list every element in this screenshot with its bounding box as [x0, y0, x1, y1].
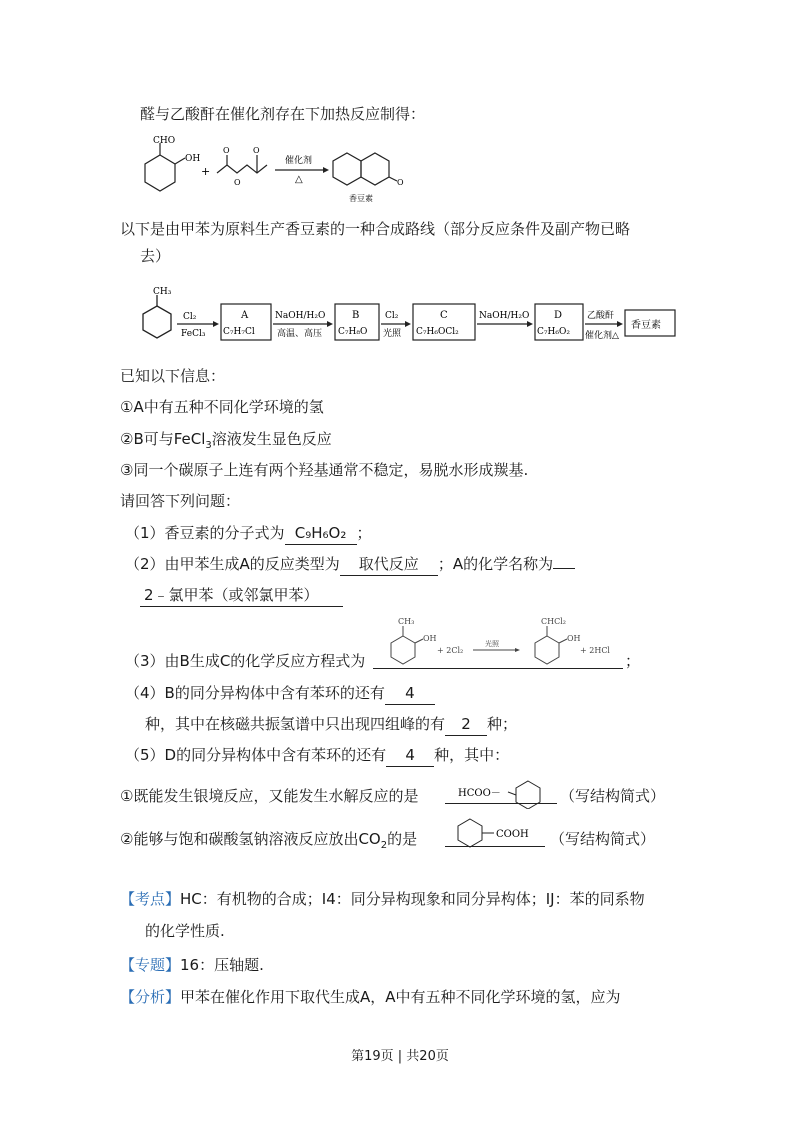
svg-text:+ 2Cl₂: + 2Cl₂ [437, 646, 464, 655]
answer-2-type: 取代反应 [340, 553, 438, 576]
question-5a: ①既能发生银境反应，又能发生水解反应的是 [120, 787, 419, 805]
svg-text:CH₃: CH₃ [398, 617, 415, 626]
step3-reagent: Cl₂ [385, 311, 399, 321]
svg-text:光照: 光照 [485, 640, 499, 648]
catalyst-label: 催化剂 [285, 156, 313, 166]
step4-reagent: NaOH/H₂O [479, 311, 530, 321]
question-1: （1）香豆素的分子式为 C₉H₆O₂ ； [125, 522, 372, 545]
coumarin-synthesis-scheme [135, 135, 405, 210]
intro-text: 醛与乙酸酐在催化剂存在下加热反应制得： [140, 105, 426, 123]
compound-c-formula: C₇H₆OCl₂ [416, 327, 459, 337]
info-3: ③同一个碳原子上连有两个羟基通常不稳定，易脱水形成羰基. [120, 461, 529, 479]
step3-condition: 光照 [383, 329, 402, 339]
step2-condition: 高温、高压 [277, 329, 323, 339]
q5b-note: （写结构简式） [550, 830, 656, 848]
question-2-line2 [140, 584, 343, 607]
step1-catalyst: FeCl₃ [181, 329, 206, 339]
question-4: （4）B的同分异构体中含有苯环的还有 4 [125, 682, 435, 705]
final-product-label: 香豆素 [631, 320, 661, 331]
toluene-ch3: CH₃ [153, 287, 172, 297]
route-intro-line2: 去） [140, 247, 171, 265]
svg-text:O: O [234, 178, 241, 187]
answer-4b: 2 [445, 713, 487, 736]
zhuanti: 【专题】16：压轴题. [120, 956, 264, 974]
fenxi-tag: 【分析】 [120, 988, 181, 1006]
question-3: （3）由B生成C的化学反应方程式为 [125, 652, 366, 670]
svg-text:COOH: COOH [496, 829, 529, 840]
answer-4a: 4 [385, 682, 435, 705]
svg-text:CHCl₂: CHCl₂ [541, 617, 566, 626]
step2-reagent: NaOH/H₂O [275, 311, 326, 321]
kaodian-tag: 【考点】 [120, 890, 181, 908]
fenxi: 【分析】甲苯在催化作用下取代生成A，A中有五种不同化学环境的氢，应为 [120, 988, 621, 1006]
svg-text:HCOO－: HCOO－ [458, 788, 501, 799]
compound-a-label: A [241, 310, 249, 321]
compound-b-formula: C₇H₈O [338, 327, 368, 337]
zhuanti-tag: 【专题】 [120, 956, 181, 974]
route-intro-line1: 以下是由甲苯为原料生产香豆素的一种合成路线（部分反应条件及副产物已略 [120, 220, 631, 238]
page-footer: 第19页 | 共20页 [351, 1049, 449, 1064]
coumarin-label: 香豆素 [349, 194, 373, 203]
answer-3-underline [373, 668, 623, 669]
oh-label: OH [185, 154, 201, 164]
known-heading: 已知以下信息： [120, 367, 226, 385]
q5a-note: （写结构简式） [560, 787, 666, 805]
q3-end: ； [625, 652, 641, 670]
compound-d-formula: C₇H₆O₂ [537, 327, 570, 337]
svg-text:OH: OH [567, 634, 581, 643]
compound-d-label: D [554, 310, 563, 321]
info-2: ②B可与FeCl$_3$溶液发生显色反应 [120, 430, 332, 451]
kaodian: 【考点】HC：有机物的合成；I4：同分异构现象和同分异构体；IJ：苯的同系物 [120, 890, 645, 908]
cho-label: CHO [153, 136, 176, 146]
answer-5a-underline [445, 803, 557, 804]
svg-text:OH: OH [423, 634, 437, 643]
question-2: （2）由甲苯生成A的反应类型为 取代反应 ；A的化学名称为 [125, 553, 575, 576]
compound-b-label: B [352, 310, 360, 321]
question-4-line2: 种，其中在核磁共振氢谱中只出现四组峰的有 2 种； [145, 713, 517, 736]
svg-text:+ 2HCl: + 2HCl [580, 646, 610, 655]
benzoic-acid-structure [448, 815, 548, 849]
b-to-c-equation [375, 612, 625, 672]
compound-c-label: C [440, 310, 448, 321]
step1-reagent: Cl₂ [183, 312, 197, 322]
compound-a-formula: C₇H₇Cl [223, 327, 255, 337]
answer-1: C₉H₆O₂ [285, 522, 357, 545]
question-5: （5）D的同分异构体中含有苯环的还有 4 种，其中： [125, 744, 509, 767]
svg-text:O: O [253, 146, 260, 155]
kaodian-line2: 的化学性质. [145, 922, 225, 940]
answer-5b-underline [445, 846, 545, 847]
ask-heading: 请回答下列问题： [120, 492, 241, 510]
synthesis-route-scheme [135, 282, 680, 352]
step5-condition: 催化剂△ [585, 331, 619, 341]
carbonyl-o: O [397, 178, 404, 187]
heat-label: △ [295, 174, 303, 185]
step5-reagent: 乙酸酐 [587, 311, 615, 321]
question-5b: ②能够与饱和碳酸氢钠溶液反应放出$CO_2$的是 [120, 830, 418, 851]
answer-2-name: 2﹣氯甲苯（或邻氯甲苯） [140, 584, 343, 607]
info-1: ①A中有五种不同化学环境的氢 [120, 398, 324, 416]
answer-5: 4 [386, 744, 434, 767]
plus-sign: + [201, 165, 211, 178]
svg-text:O: O [223, 146, 230, 155]
